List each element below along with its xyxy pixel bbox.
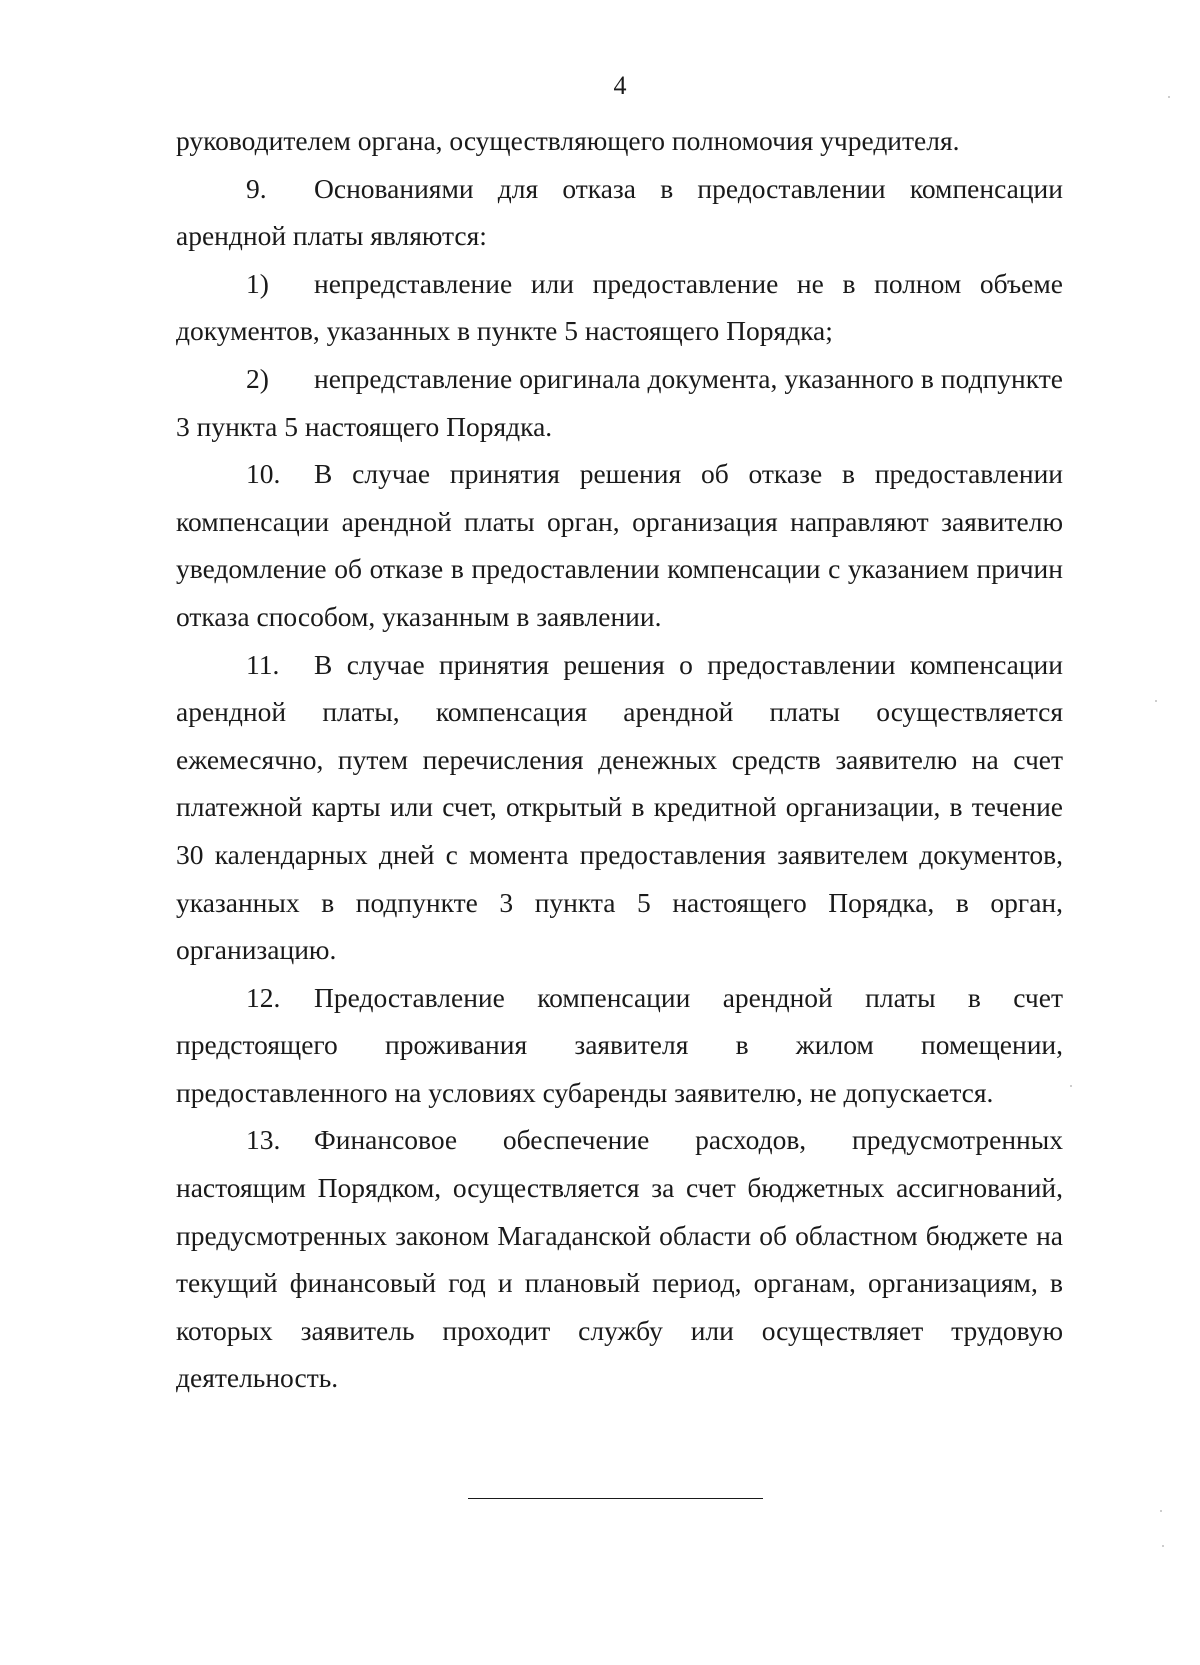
paragraph-number: 9. (246, 172, 267, 204)
paragraph-9-1 (176, 260, 1063, 355)
paragraph-number: 10. (246, 458, 281, 490)
paragraph-text: руководителем органа, осуществляющего полномочия учредителя. (176, 125, 960, 156)
paragraph-number: 1) (246, 267, 269, 299)
paragraph-11 (176, 641, 1063, 974)
paragraph-text: Предоставление компенсации арендной платы в счет предстоящего проживания заявителя в жилом помещении, предоставленного на условиях субаренды заявителю, не допускается. (176, 981, 1063, 1108)
paragraph-number: 11. (246, 648, 280, 680)
paragraph-number: 13. (246, 1124, 281, 1156)
paragraph-continuation (176, 117, 1063, 165)
scan-speck (1160, 1510, 1162, 1512)
paragraph-text: Основаниями для отказа в предоставлении компенсации арендной платы являются: (176, 172, 1063, 252)
paragraph-text: Финансовое обеспечение расходов, предусмотренных настоящим Порядком, осуществляется за счет бюджетных ассигнований, предусмотренных законом Магаданской области об областном бюджете на текущий финансовый год и плановый период, органам, организациям, в которых заявитель проходит службу или осуществляет трудовую деятельность. (176, 1124, 1063, 1394)
paragraph-text: непредставление или предоставление не в полном объеме документов, указанных в пункте 5 настоящего Порядка; (176, 267, 1063, 347)
paragraph-text: В случае принятия решения об отказе в предоставлении компенсации арендной платы орган, организация направляют заявителю уведомление об отказе в предоставлении компенсации с указанием причин отказа способом, указанным в заявлении. (176, 458, 1063, 632)
paragraph-text: В случае принятия решения о предоставлении компенсации арендной платы, компенсация арендной платы осуществляется ежемесячно, путем перечисления денежных средств заявителю на счет платежной карты или счет, открытый в кредитной организации, в течение 30 календарных дней с момента предоставления заявителем документов, указанных в подпункте 3 пункта 5 настоящего Порядка, в орган, организацию. (176, 648, 1063, 966)
document-body (176, 117, 1063, 1402)
paragraph-number: 2) (246, 362, 269, 394)
scan-speck (1155, 700, 1157, 702)
scan-speck (1162, 1545, 1164, 1547)
paragraph-12 (176, 974, 1063, 1117)
paragraph-10 (176, 450, 1063, 640)
paragraph-9-2 (176, 355, 1063, 450)
end-divider-line (468, 1498, 763, 1499)
paragraph-number: 12. (246, 981, 281, 1013)
scan-speck (1168, 96, 1170, 98)
page-number: 4 (613, 71, 627, 100)
scan-speck (1070, 1085, 1072, 1087)
paragraph-13 (176, 1116, 1063, 1402)
paragraph-text: непредставление оригинала документа, указанного в подпункте 3 пункта 5 настоящего Порядка. (176, 362, 1063, 442)
paragraph-9 (176, 165, 1063, 260)
